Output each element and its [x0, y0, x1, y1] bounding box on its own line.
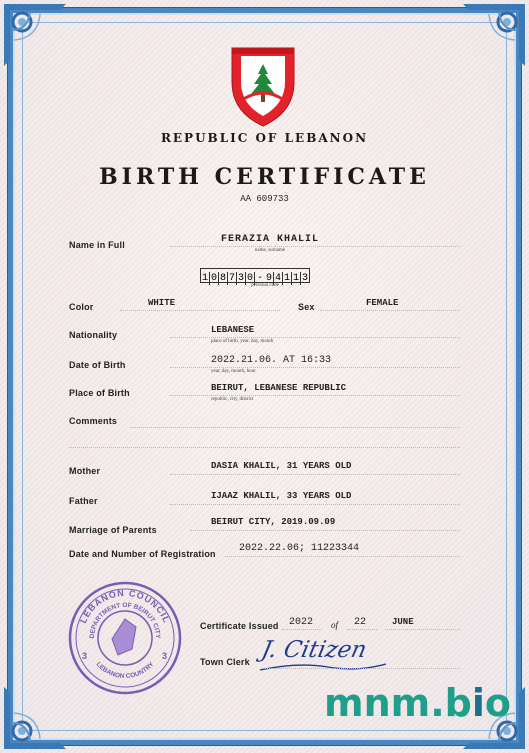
- comments-line-2: [69, 447, 460, 448]
- issued-day: 22: [354, 617, 367, 628]
- name-label: Name in Full: [69, 240, 125, 250]
- clerk-label: Town Clerk: [200, 657, 250, 667]
- dob-value: 2022.21.06. AT 16:33: [211, 355, 332, 366]
- name-line: [170, 246, 460, 247]
- pob-value: BEIRUT, LEBANESE REPUBLIC: [211, 383, 347, 393]
- corner-ornament-icon: [459, 0, 529, 70]
- nationality-line: [170, 337, 460, 338]
- personal-code-digit: 1: [283, 273, 290, 284]
- color-value: WHITE: [148, 298, 176, 308]
- personal-code-digit: 4: [274, 273, 281, 284]
- father-line: [170, 504, 460, 505]
- comments-line-1: [130, 427, 460, 428]
- name-hint: name, surname: [254, 248, 286, 253]
- document-title: BIRTH CERTIFICATE: [99, 164, 430, 190]
- personal-code-digit: 0: [210, 273, 217, 284]
- seal-number-right: 3: [162, 651, 168, 661]
- pob-line: [170, 395, 460, 396]
- dob-line: [170, 367, 460, 368]
- pob-hint: republic, city, district: [211, 397, 254, 402]
- nationality-label: Nationality: [69, 330, 118, 340]
- issued-year-line: [282, 629, 322, 630]
- mother-value: DASIA KHALIL, 31 YEARS OLD: [211, 461, 352, 471]
- corner-ornament-icon: [0, 683, 70, 753]
- of-text: of: [331, 620, 339, 630]
- dob-hint: year, day, month, hour: [211, 369, 256, 374]
- country-heading: REPUBLIC OF LEBANON: [160, 131, 369, 145]
- issued-year: 2022: [289, 617, 314, 628]
- sex-value: FEMALE: [366, 298, 399, 308]
- comments-label: Comments: [69, 416, 118, 426]
- clerk-line: [262, 668, 460, 669]
- personal-code-digit: 1: [201, 273, 208, 284]
- corner-ornament-icon: [0, 0, 70, 70]
- personal-code-digit: 0: [246, 273, 253, 284]
- seal-top-text: LEBANON COUNCIL: [77, 587, 173, 625]
- signature-underline-icon: [258, 660, 388, 674]
- personal-code-digit: 3: [301, 273, 308, 284]
- color-label: Color: [69, 302, 94, 312]
- mother-line: [170, 474, 460, 475]
- clerk-signature: J. Citizen: [259, 637, 369, 663]
- name-value: FERAZIA KHALIL: [220, 234, 319, 245]
- personal-code-digit: 7: [228, 273, 235, 284]
- watermark-part-1: mnm.b: [323, 681, 472, 725]
- nationality-value: LEBANESE: [211, 325, 255, 335]
- marriage-line: [190, 530, 460, 531]
- registration-label: Date and Number of Registration: [69, 549, 216, 559]
- registration-value: 2022.22.06; 11223344: [239, 543, 360, 554]
- seal-bottom-text: LEBANON COUNTRY: [94, 660, 156, 681]
- color-line: [120, 310, 280, 311]
- svg-text:LEBANON COUNTRY: [95, 660, 156, 680]
- dob-label: Date of Birth: [69, 360, 126, 370]
- nationality-hint: place of birth, year, day, month: [211, 339, 274, 344]
- father-label: Father: [69, 496, 98, 506]
- stamp-seal-icon: [66, 579, 184, 697]
- registration-line: [225, 556, 460, 557]
- issued-month-line: [385, 629, 460, 630]
- personal-code-digit: 3: [237, 273, 244, 284]
- seal-middle-text: DEPARTMENT OF BEIRUT CITY: [88, 602, 162, 639]
- sex-line: [320, 310, 460, 311]
- father-value: IJAAZ KHALIL, 33 YEARS OLD: [211, 491, 352, 501]
- seal-number-left: 3: [82, 651, 88, 661]
- sex-label: Sex: [298, 302, 315, 312]
- lebanon-coat-of-arms-icon: [228, 42, 298, 128]
- personal-code-hint: personal code: [251, 283, 279, 288]
- marriage-value: BEIRUT CITY, 2019.09.09: [211, 517, 336, 527]
- pob-label: Place of Birth: [69, 388, 130, 398]
- personal-code-digit: 8: [219, 273, 226, 284]
- personal-code-digit: 9: [265, 273, 272, 284]
- mother-label: Mother: [69, 466, 101, 476]
- watermark-logo: [324, 681, 511, 725]
- watermark-part-3: o: [484, 681, 511, 725]
- marriage-label: Marriage of Parents: [69, 525, 157, 535]
- watermark-part-2: i: [471, 681, 485, 725]
- personal-code-digit: 1: [292, 273, 299, 284]
- personal-code-digit: -: [256, 273, 263, 284]
- issued-label: Certificate Issued: [200, 621, 279, 631]
- serial-number: AA 609733: [240, 194, 289, 204]
- issued-month: JUNE: [392, 617, 414, 627]
- issued-day-line: [347, 629, 377, 630]
